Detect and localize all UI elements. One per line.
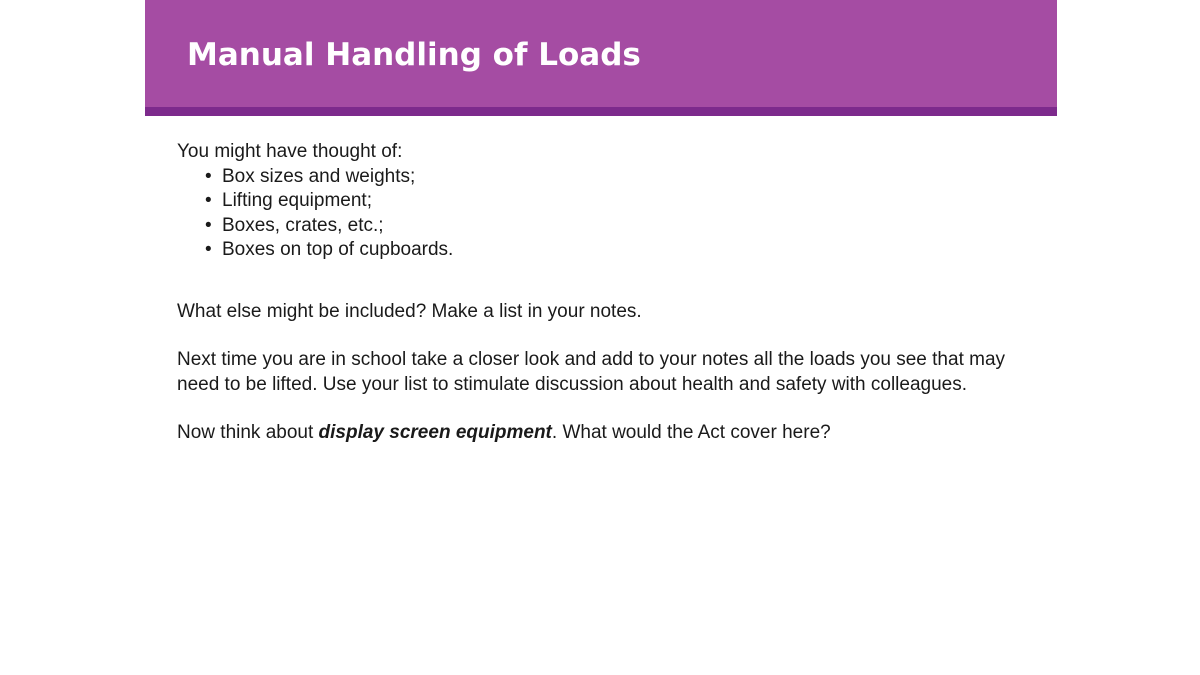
final-text-emphasis: display screen equipment (318, 422, 552, 443)
bullet-text: Boxes, crates, etc.; (222, 214, 384, 236)
final-text-before: Now think about (177, 422, 319, 443)
bullet-item (205, 238, 1017, 263)
title-bar-underline (145, 107, 1057, 116)
slide (145, 0, 1057, 675)
bullet-item (205, 165, 1017, 190)
bullet-text: Lifting equipment; (222, 190, 372, 211)
bullet-dot-icon: • (205, 214, 212, 236)
final-paragraph (177, 421, 1017, 446)
bullet-item (205, 189, 1017, 214)
final-text-after: . What would the Act cover here? (551, 422, 831, 443)
intro-text: You might have thought of: (177, 141, 403, 162)
title-bar (145, 0, 1057, 107)
bullet-dot-icon: • (205, 239, 212, 260)
bullet-item (205, 214, 1017, 239)
question-text: What else might be included? Make a list in your notes. (177, 300, 642, 322)
bullet-dot-icon: • (205, 190, 212, 211)
bullet-list (177, 165, 1017, 263)
bullet-text: Box sizes and weights; (222, 165, 416, 187)
slide-title: Manual Handling of Loads (187, 37, 641, 73)
slide-body (177, 140, 1017, 446)
bullet-text: Boxes on top of cupboards. (222, 239, 454, 260)
bullet-dot-icon: • (205, 165, 212, 187)
next-time-paragraph: Next time you are in school take a closer look and add to your notes all the loads you see that may need to be lifted. Use your list to stimulate discussion about health and safety with colleagues. (177, 349, 1006, 395)
